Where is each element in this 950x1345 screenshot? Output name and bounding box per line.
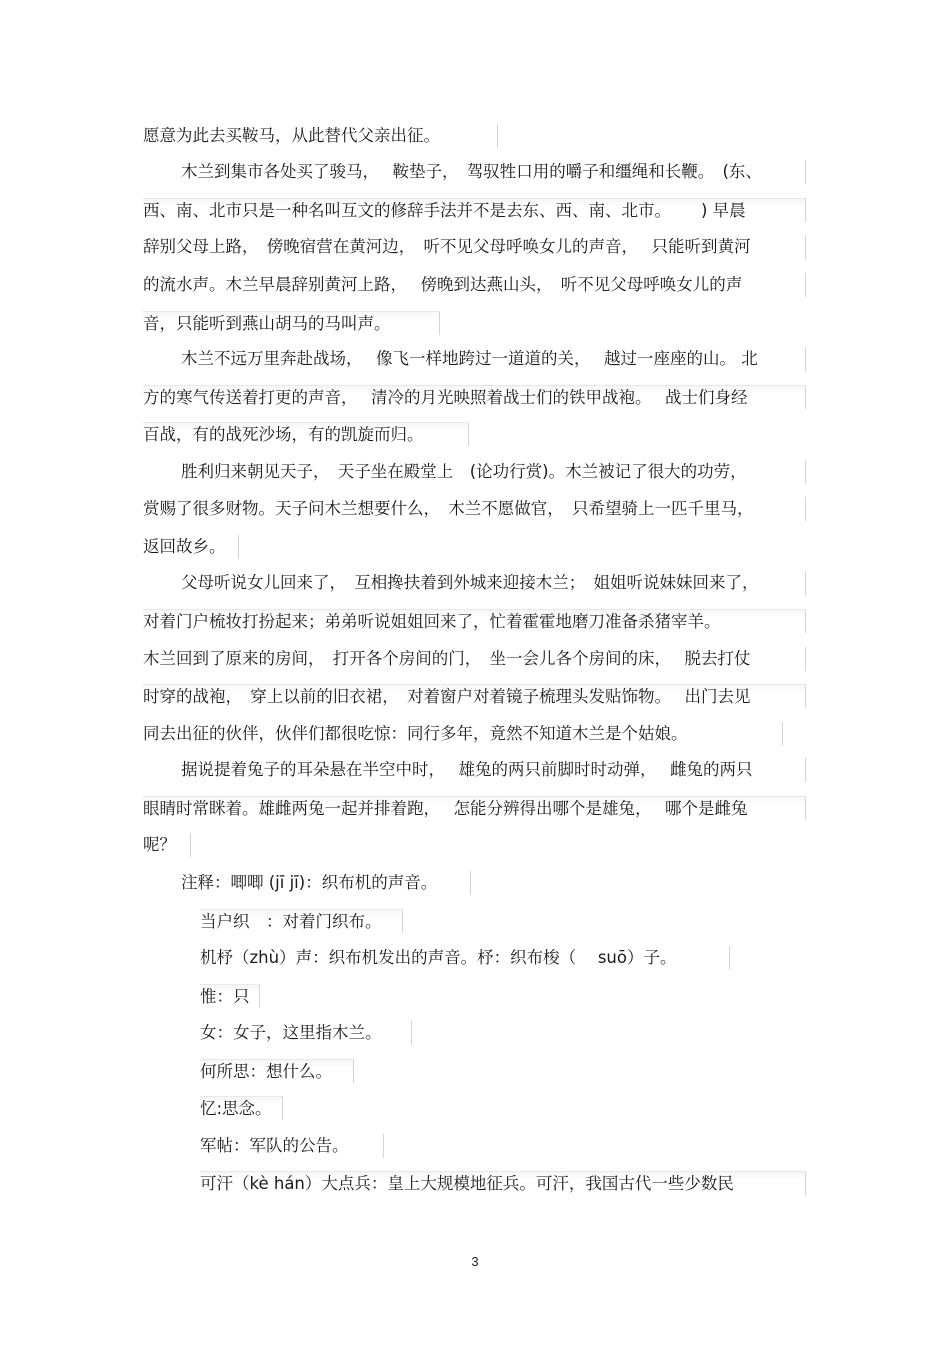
text-line: 赏赐了很多财物。天子问木兰想要什么， 木兰不愿做官， 只希望骑上一匹千里马，: [143, 497, 806, 521]
page-number: 3: [471, 1254, 479, 1269]
text-line: 返回故乡。: [143, 535, 239, 559]
annotation-line: 注释：唧唧 (jī jī)：织布机的声音。: [181, 871, 471, 895]
annotation-line: 军帖：军队的公告。: [200, 1134, 384, 1158]
text-line: 方的寒气传送着打更的声音， 清冷的月光映照着战士们的铁甲战袍。 战士们身经: [143, 385, 806, 409]
text-line: 辞别父母上路， 傍晚宿营在黄河边， 听不见父母呼唤女儿的声音， 只能听到黄河: [143, 235, 806, 259]
annotation-line: 当户织 ：对着门织布。: [200, 909, 403, 933]
annotation-line: 惟：只: [200, 984, 260, 1008]
annotation-line: 忆:思念。: [200, 1096, 283, 1120]
text-line: 百战，有的战死沙场，有的凯旋而归。: [143, 422, 469, 446]
text-line: 胜利归来朝见天子， 天子坐在殿堂上 (论功行赏)。木兰被记了很大的功劳，: [181, 460, 806, 484]
text-line: 眼睛时常眯着。雄雌两兔一起并排着跑， 怎能分辨得出哪个是雄兔， 哪个是雌兔: [143, 796, 806, 820]
text-line: 西、南、北市只是一种名叫互文的修辞手法并不是去东、西、南、北市。 ) 早晨: [143, 198, 806, 222]
annotation-line: 女：女子，这里指木兰。: [200, 1021, 412, 1045]
text-line: 对着门户梳妆打扮起来；弟弟听说姐姐回来了，忙着霍霍地磨刀准备杀猪宰羊。: [143, 609, 806, 633]
text-line: 父母听说女儿回来了， 互相搀扶着到外城来迎接木兰； 姐姐听说妹妹回来了，: [181, 571, 806, 595]
text-line: 同去出征的伙伴，伙伴们都很吃惊：同行多年，竟然不知道木兰是个姑娘。: [143, 722, 783, 746]
annotation-line: 机杼（zhù）声：织布机发出的声音。杼：织布梭（ suō）子。: [200, 946, 730, 970]
text-line: 木兰不远万里奔赴战场， 像飞一样地跨过一道道的关， 越过一座座的山。 北: [181, 347, 806, 371]
text-line: 音，只能听到燕山胡马的马叫声。: [143, 311, 440, 335]
text-line: 据说提着兔子的耳朵悬在半空中时， 雄兔的两只前脚时时动弹， 雌兔的两只: [181, 758, 806, 782]
text-line: 呢？: [143, 833, 191, 857]
text-line: 的流水声。木兰早晨辞别黄河上路， 傍晚到达燕山头， 听不见父母呼唤女儿的声: [143, 273, 806, 297]
annotation-line: 何所思：想什么。: [200, 1059, 354, 1083]
annotation-line: 可汗（kè hán）大点兵：皇上大规模地征兵。可汗，我国古代一些少数民: [200, 1171, 806, 1195]
text-line: 木兰到集市各处买了骏马， 鞍垫子， 驾驭牲口用的嚼子和缰绳和长鞭。 (东、: [181, 160, 806, 184]
text-line: 木兰回到了原来的房间， 打开各个房间的门， 坐一会儿各个房间的床， 脱去打仗: [143, 647, 806, 671]
text-line: 时穿的战袍， 穿上以前的旧衣裙， 对着窗户对着镜子梳理头发贴饰物。 出门去见: [143, 684, 806, 708]
text-line: 愿意为此去买鞍马，从此替代父亲出征。: [143, 124, 498, 148]
